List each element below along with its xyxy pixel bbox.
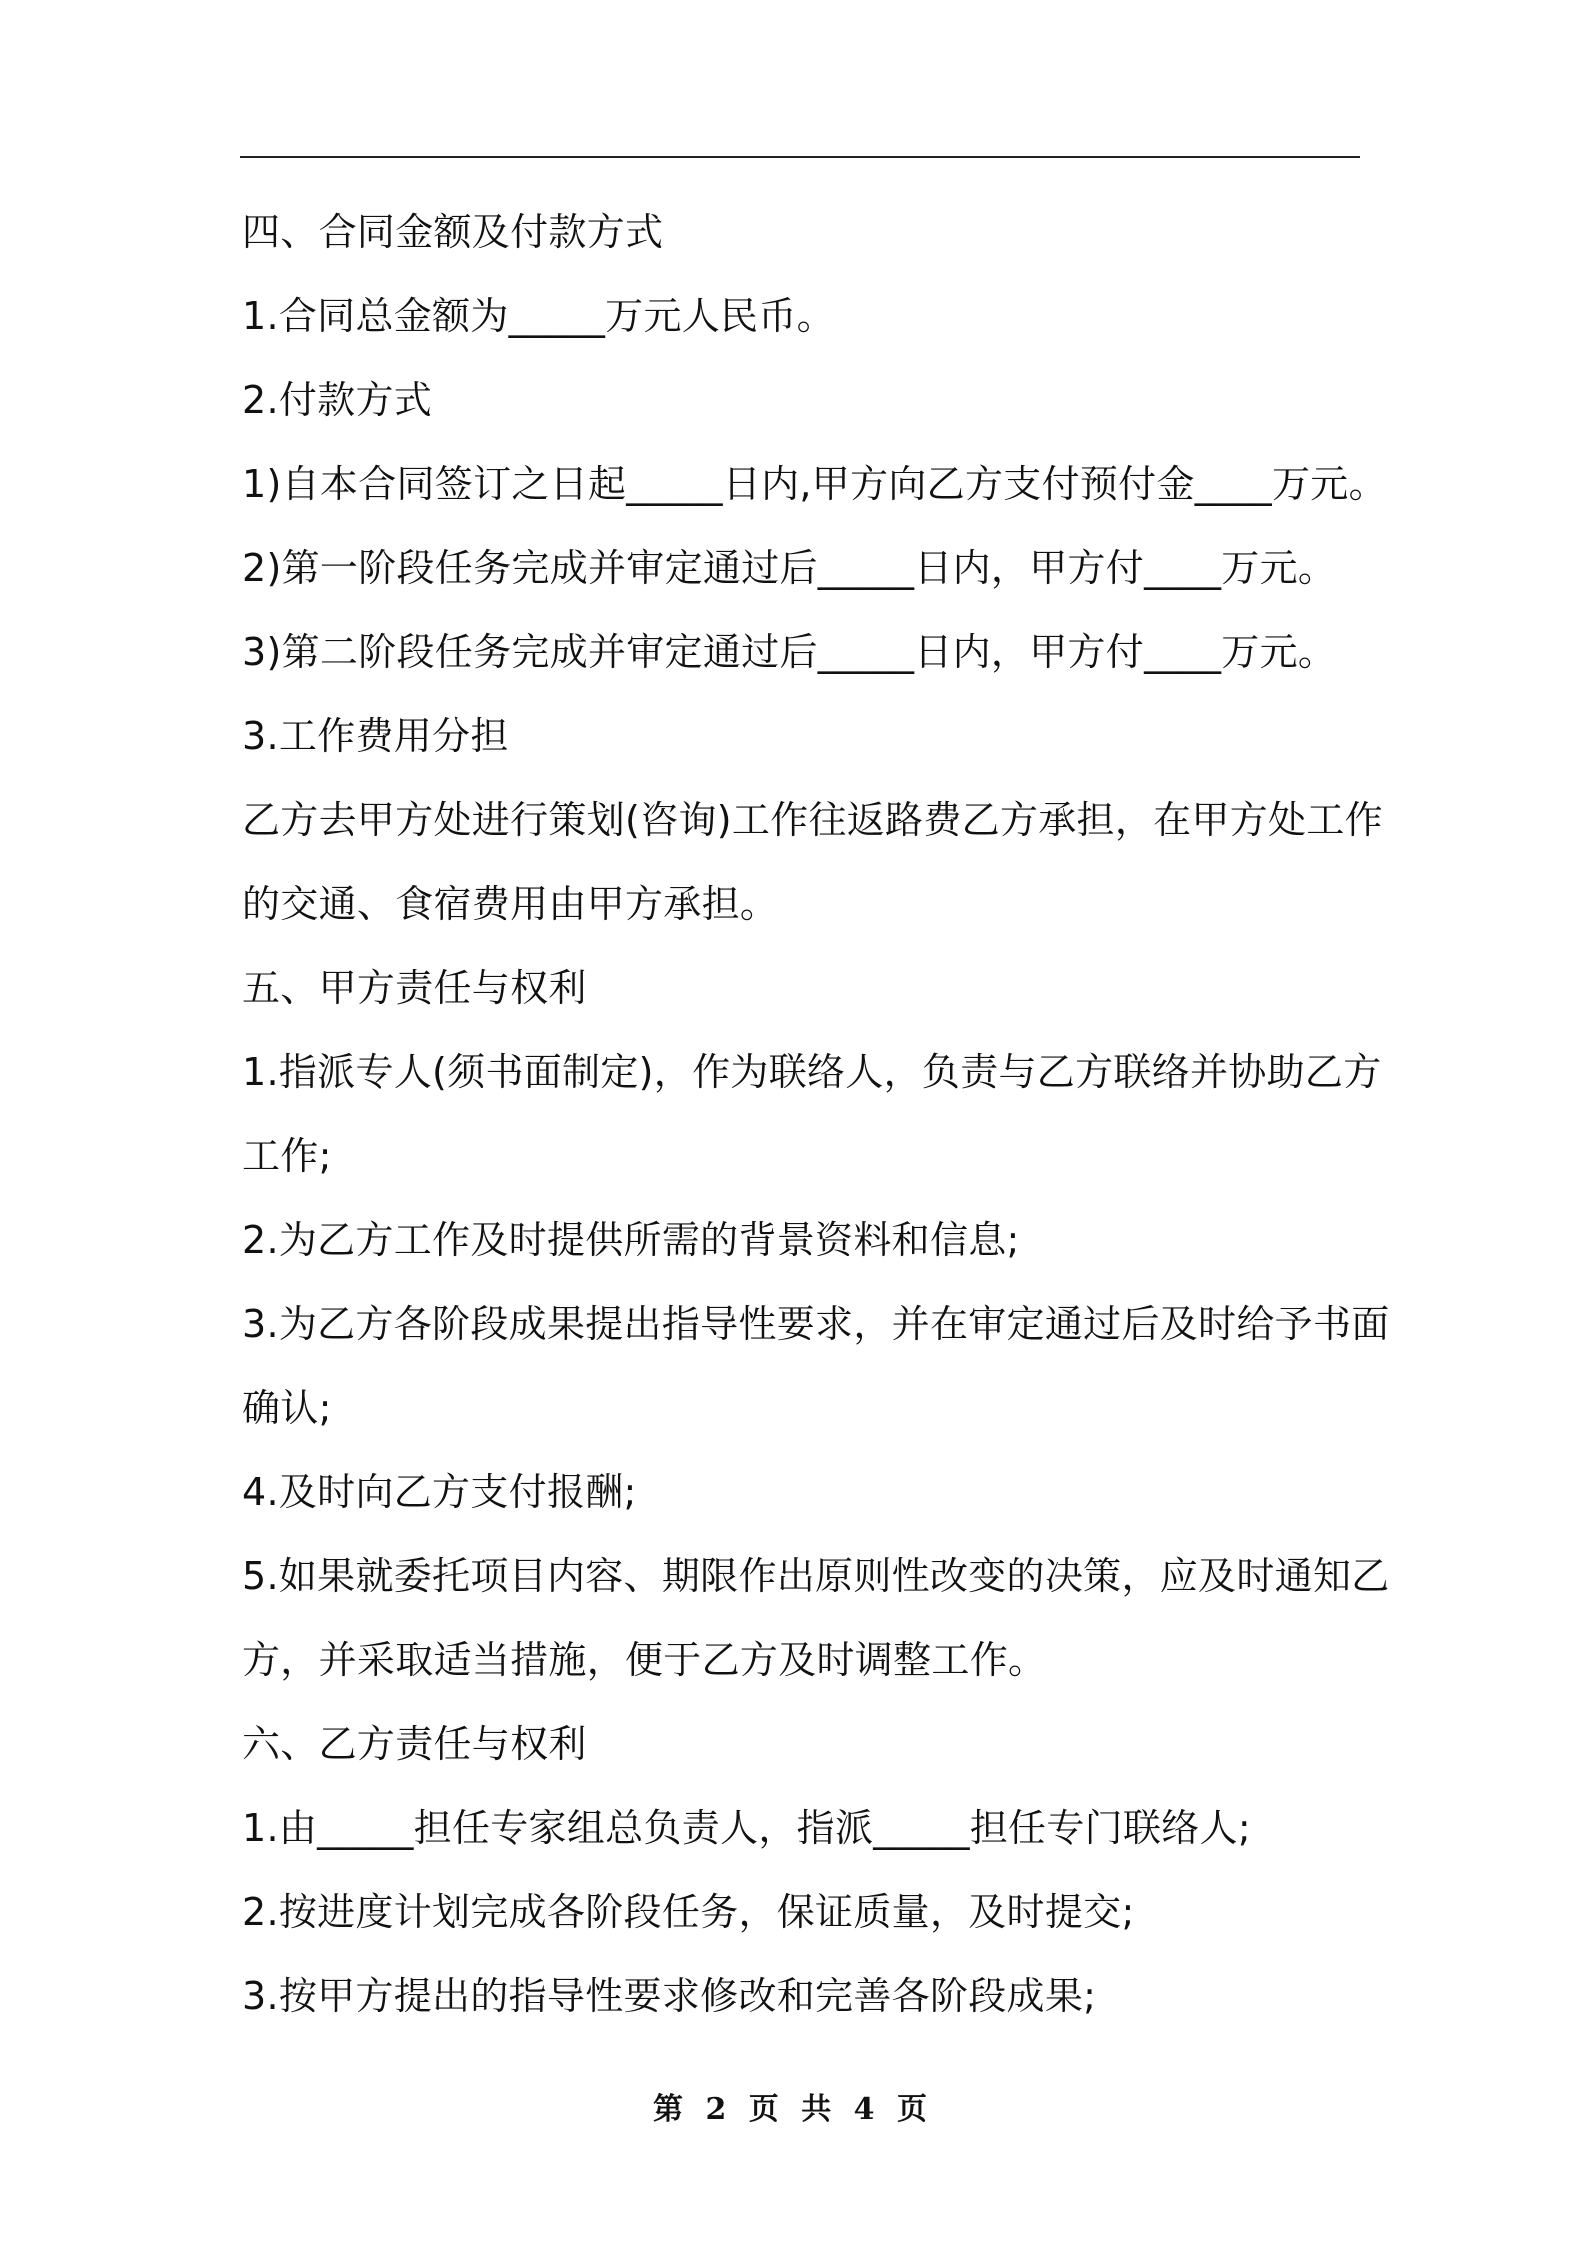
- paragraph-line: 方，并采取适当措施，便于乙方及时调整工作。: [242, 1638, 1047, 1682]
- paragraph-line: 3.为乙方各阶段成果提出指导性要求，并在审定通过后及时给予书面: [242, 1302, 1390, 1346]
- clause-prepayment: 1)自本合同签订之日起_____日内,甲方向乙方支付预付金____万元。: [242, 462, 1387, 506]
- paragraph-line: 确认;: [242, 1386, 332, 1430]
- section-heading-party-b: 六、乙方责任与权利: [242, 1722, 587, 1766]
- section-heading-contract-amount: 四、合同金额及付款方式: [242, 210, 664, 254]
- paragraph-line: 工作;: [242, 1134, 332, 1178]
- header-rule: [240, 156, 1360, 158]
- paragraph-line: 4.及时向乙方支付报酬;: [242, 1470, 637, 1514]
- paragraph-line: 2.为乙方工作及时提供所需的背景资料和信息;: [242, 1218, 1020, 1262]
- paragraph-line: 3.按甲方提出的指导性要求修改和完善各阶段成果;: [242, 1974, 1097, 2018]
- clause-expense-sharing: 3.工作费用分担: [242, 714, 509, 758]
- section-heading-party-a: 五、甲方责任与权利: [242, 966, 587, 1010]
- clause-stage-one-payment: 2)第一阶段任务完成并审定通过后_____日内，甲方付____万元。: [242, 546, 1337, 590]
- clause-total-amount: 1.合同总金额为_____万元人民币。: [242, 294, 835, 338]
- paragraph-line: 的交通、食宿费用由甲方承担。: [242, 882, 779, 926]
- paragraph-line: 5.如果就委托项目内容、期限作出原则性改变的决策，应及时通知乙: [242, 1554, 1390, 1598]
- paragraph-line: 乙方去甲方处进行策划(咨询)工作往返路费乙方承担，在甲方处工作: [242, 798, 1383, 842]
- paragraph-line: 1.指派专人(须书面制定)，作为联络人，负责与乙方联络并协助乙方: [242, 1050, 1382, 1094]
- paragraph-line: 1.由_____担任专家组总负责人，指派_____担任专门联络人;: [242, 1806, 1251, 1850]
- clause-stage-two-payment: 3)第二阶段任务完成并审定通过后_____日内，甲方付____万元。: [242, 630, 1337, 674]
- clause-payment-method: 2.付款方式: [242, 378, 433, 422]
- document-body: [242, 190, 1390, 2038]
- page-number-footer: 第 2 页 共 4 页: [653, 2092, 933, 2127]
- paragraph-line: 2.按进度计划完成各阶段任务，保证质量，及时提交;: [242, 1890, 1135, 1934]
